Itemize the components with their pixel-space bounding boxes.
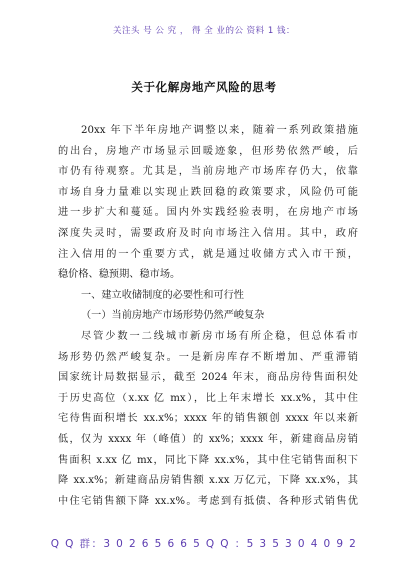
paragraph-2-line: 低，仅为 xxxx 年（峰值）的 xx%；xxxx 年，新建商品房销 [58,433,358,445]
paragraph-1-line: 市仍有待观察。尤其是，当前房地产市场库存仍大，依靠 [58,166,358,178]
document-title: 关于化解房地产风险的思考 [131,80,277,94]
paragraph-2-line: 宅待售面积增长 xx.x%；xxxx 年的销售额创 xxxx 年以来新 [58,413,358,425]
paragraph-2-line: 中住宅销售额下降 xx.x%。考虑到有抵债、各种形式销售优 [58,495,358,507]
header-watermark-banner: 关注头 号 公 究 ， 得 全 业的公 资料 1 钱： [113,26,295,36]
paragraph-2-line: 国家统计局数据显示，截至 2024 年末，商品房待售面积处 [58,372,358,384]
document-body [58,121,358,512]
paragraph-1-line: 深度失灵时，需要政府及时向市场注入信用。其中，政府 [58,227,358,239]
subsection-1-heading: （一）当前房地产市场形势仍然严峻复杂 [81,310,265,322]
paragraph-2-line: 于历史高位（x.xx 亿 mx），比上年末增长 xx.x%，其中住 [58,392,358,404]
paragraph-1-line: 稳价格、稳预期、稳市场。 [58,269,181,281]
paragraph-1-line: 市场自身力量难以实现止跌回稳的政策要求，风险仍可能 [58,186,358,198]
paragraph-1-line: 的出台，房地产市场显示回暖迹象，但形势依然严峻，后 [58,145,358,157]
section-1-heading: 一、建立收储制度的必要性和可行性 [81,289,244,301]
paragraph-2-line: 尽管少数一二线城市新房市场有所企稳，但总体看市 [81,330,358,342]
paragraph-1-line: 注入信用的一个重要方式，就是通过收储方式入市干预， [58,248,358,260]
paragraph-2-line: 售面积 x.xx 亿 mx，同比下降 xx.x%，其中住宅销售面积下 [58,454,358,466]
paragraph-2-line: 降 xx.x%；新建商品房销售额 x.xx 万亿元，下降 xx.x%，其 [58,475,358,487]
paragraph-1-line: 进一步扩大和蔓延。国内外实践经验表明，在房地产市场 [58,207,358,219]
paragraph-1-line: 20xx 年下半年房地产调整以来，随着一系列政策措施 [81,125,358,136]
paragraph-2-line: 场形势仍然严峻复杂。一是新房库存不断增加、严重滞销 [58,351,358,363]
footer-watermark-banner: Q Q 群：3 0 2 6 5 6 6 5 Q Q ：5 3 5 3 0 4 0 9 2 [50,538,358,550]
